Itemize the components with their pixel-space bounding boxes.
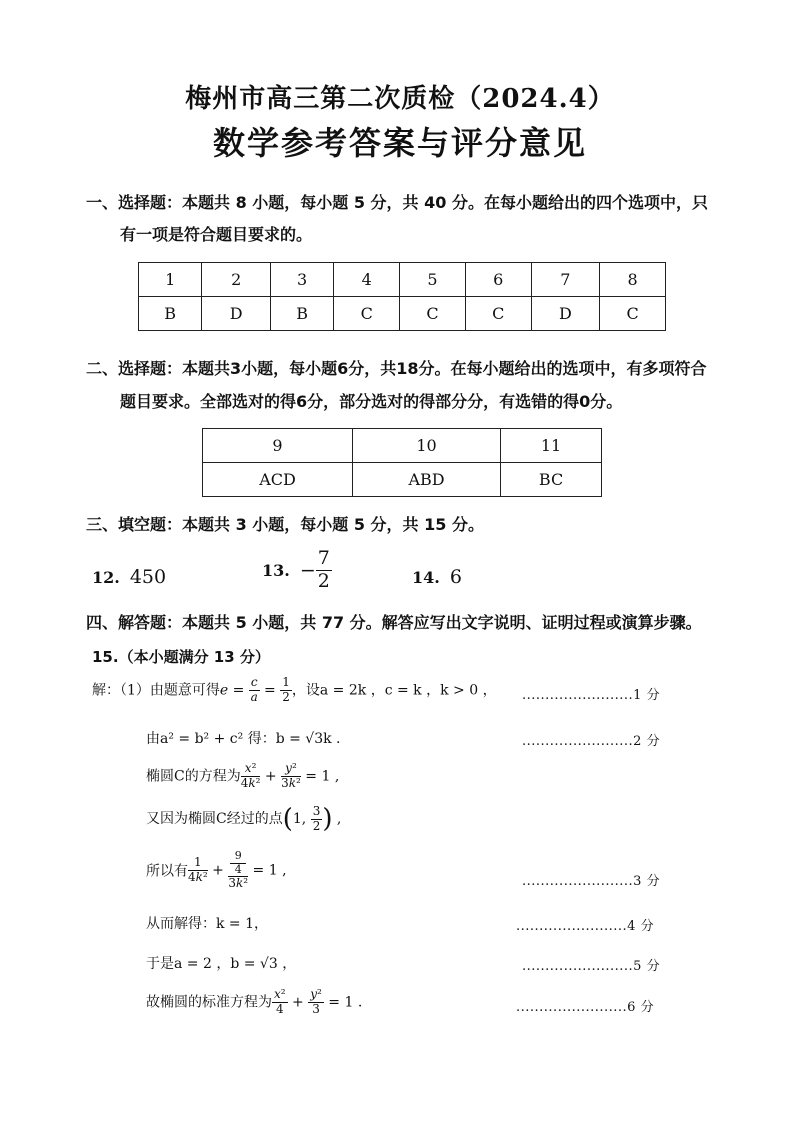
section2-line2: 题目要求。全部选对的得6分，部分选对的得部分分，有选错的得0分。 (120, 392, 623, 411)
table-cell: BC (501, 463, 602, 497)
q12-value: 450 (129, 566, 167, 588)
q15-step2: 由a² = b² + c² 得：b = √3k . (146, 731, 341, 747)
q15-step1: 解：（1）由题意可得e = $\frac{c}{a}$ = $\frac{1}{2}$ ，设a = 2k ，c = k ，k > 0 ， (92, 675, 497, 704)
section1-line2: 有一项是符合题目要求的。 (120, 225, 313, 244)
nine-quarters-frac: 9 4 3k² (228, 849, 249, 891)
q15-step3: 椭圆C的方程为 $\frac{\text{x²}}{\text{4k²}}$ + $\frac{\text{y²}}{\text{3k²}}$ = 1 , (146, 761, 340, 790)
step5-text: 所以有 (146, 863, 188, 880)
table-cell: 10 (353, 429, 501, 463)
q13-answer (262, 548, 332, 593)
q14-value: 6 (449, 566, 462, 588)
step1-score: ........................1 分 (522, 688, 661, 703)
table-cell: ACD (203, 463, 353, 497)
section3-line: 三、填空题：本题共 3 小题，每小题 5 分，共 15 分。 (86, 515, 484, 534)
step1-suffix: ，设a = 2k ，c = k ，k > 0 ， (291, 682, 497, 699)
step7-score: ........................5 分 (522, 959, 661, 974)
table-cell: 11 (501, 429, 602, 463)
q15-step7: 于是a = 2 ，b = √3 ， (146, 956, 297, 972)
q13-fraction (316, 548, 332, 593)
q12-answer (92, 566, 166, 588)
table-cell: 6 (465, 263, 531, 297)
page-title: 梅州市高三第二次质检（2024.4） (185, 84, 615, 114)
table-cell: C (334, 297, 400, 331)
q13-label: 13. (262, 560, 290, 580)
step5-score: ........................3 分 (522, 874, 661, 889)
table-cell: B (270, 297, 333, 331)
x-frac: $\frac{\text{x²}}{\text{4k²}}$ (240, 761, 261, 790)
point-frac: $\frac{3}{2}$ (312, 803, 321, 833)
k-frac: $\frac{1}{\text{4k²}}$ (188, 855, 208, 885)
q15-heading: 15.（本小题满分 13 分） (92, 648, 270, 666)
section1-line1: 一、选择题：本题共 8 小题，每小题 5 分，共 40 分。在每小题给出的四个选项中，只 (86, 193, 708, 212)
e-frac: $\frac{c}{a}$ (250, 675, 258, 704)
table-row (139, 297, 666, 331)
section4-line: 四、解答题：本题共 5 小题，共 77 分。解答应写出文字说明、证明过程或演算步骤。 (86, 613, 702, 632)
q13-denominator: 2 (317, 569, 330, 592)
table-cell: 5 (400, 263, 466, 297)
table-cell: C (465, 297, 531, 331)
table-cell: 4 (334, 263, 400, 297)
mc-answer-table (138, 262, 666, 331)
step6-score: ........................4 分 (516, 919, 655, 934)
x-final-frac: $\frac{\text{x²}}{4}$ (274, 987, 286, 1016)
step2-score: ........................2 分 (522, 734, 661, 749)
half-frac: $\frac{1}{2}$ (282, 675, 290, 704)
y-frac: $\frac{\text{y²}}{\text{3k²}}$ (281, 761, 301, 790)
q12-label: 12. (92, 568, 120, 587)
q14-label: 14. (412, 568, 440, 587)
q15-step8: 故椭圆的标准方程为 $\frac{\text{x²}}{4}$ + $\frac{\text{y²}}{3}$ = 1 . (146, 987, 363, 1016)
table-row (139, 263, 666, 297)
q15-step4: 又因为椭圆C经过的点(1, $\frac{3}{2}$ ) , (146, 803, 342, 834)
step3-text: 椭圆C的方程为 (146, 768, 241, 785)
section2-line1: 二、选择题：本题共3小题，每小题6分，共18分。在每小题给出的选项中，有多项符合 (86, 359, 707, 378)
multi-answer-table (202, 428, 602, 497)
table-cell: C (600, 297, 666, 331)
table-cell: 7 (531, 263, 600, 297)
y-final-frac: $\frac{\text{y²}}{3}$ (310, 987, 322, 1016)
page-subtitle: 数学参考答案与评分意见 (212, 124, 587, 162)
table-cell: D (202, 297, 271, 331)
step8-score: ........................6 分 (516, 1000, 655, 1015)
q13-numerator: 7 (317, 547, 330, 569)
table-cell: D (531, 297, 600, 331)
table-row (203, 463, 602, 497)
q13-sign: − (299, 559, 316, 582)
table-cell: 1 (139, 263, 202, 297)
table-cell: C (400, 297, 466, 331)
q14-answer (412, 566, 462, 588)
table-cell: 2 (202, 263, 271, 297)
table-cell: B (139, 297, 202, 331)
step4-text: 又因为椭圆C经过的点 (146, 811, 283, 827)
q15-step5: 所以有 $\frac{1}{\text{4k²}}$ + 9 4 3k² = 1 , (146, 849, 287, 891)
table-cell: ABD (353, 463, 501, 497)
table-cell: 9 (203, 429, 353, 463)
table-row (203, 429, 602, 463)
step8-text: 故椭圆的标准方程为 (146, 994, 272, 1011)
step1-prefix: 解：（1）由题意可得 (92, 682, 220, 699)
table-cell: 3 (270, 263, 333, 297)
q15-step6: 从而解得：k = 1， (146, 916, 269, 932)
table-cell: 8 (600, 263, 666, 297)
